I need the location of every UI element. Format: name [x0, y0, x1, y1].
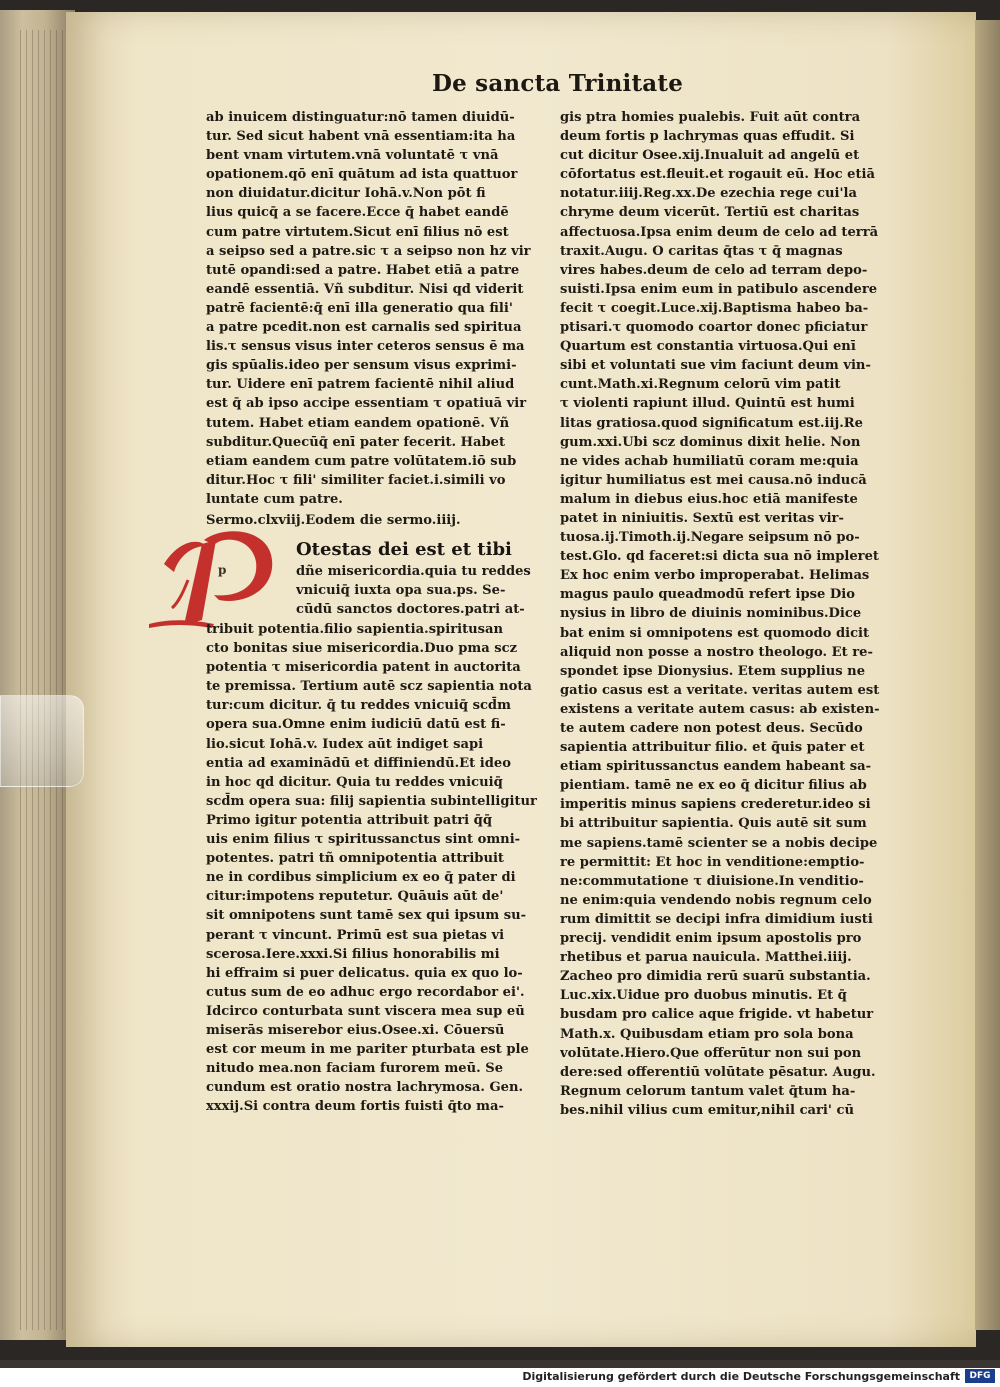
text-line: ne in cordibus simplicium ex eo q̄ pater di: [206, 870, 516, 886]
text-line: igitur humiliatus est mei causa.nō inducā: [560, 472, 867, 488]
text-line: re permittit: Et hoc in venditione:emptio-: [560, 854, 865, 870]
page-clip: [0, 695, 84, 787]
text-line: dñe misericordia.quia tu reddes: [296, 564, 531, 579]
text-line: bent vnam virtutem.vnā voluntatē τ vnā: [206, 148, 499, 164]
text-line: te autem cadere non potest deus. Secūdo: [560, 721, 863, 736]
text-line: suisti.Ipsa enim eum in patibulo ascendere: [560, 281, 878, 297]
text-line: cunt.Math.xi.Regnum celorū vim patit: [560, 377, 841, 393]
text-line: Zacheo pro dimidia rerū suarū substantia.: [560, 969, 871, 985]
text-line: test.Glo. qd faceret:si dicta sua nō impleret: [560, 549, 879, 565]
text-line: spondet ipse Dionysius. Etem supplius ne: [560, 663, 866, 679]
left-column-beside-initial: [296, 562, 531, 619]
text-line: magus paulo queadmodū refert ipse Dio: [560, 587, 855, 603]
text-line: bi attribuitur sapientia. Quis autē sit sum: [560, 816, 867, 832]
text-line: lius quicq̄ a se facere.Ecce q̄ habet eandē: [206, 205, 509, 221]
text-line: Math.x. Quibusdam etiam pro sola bona: [560, 1026, 854, 1042]
text-line: te premissa. Tertium autē scz sapientia nota: [206, 679, 532, 695]
text-line: tutem. Habet etiam eandem opationē. Vñ: [206, 415, 510, 431]
text-line: busdam pro calice aque frigide. vt habetur: [560, 1007, 874, 1023]
text-line: Luc.xix.Uidue pro duobus minutis. Et q̄: [560, 988, 847, 1004]
text-line: Regnum celorum tantum valet q̄tum ha-: [560, 1083, 856, 1099]
text-line: cundum est oratio nostra lachrymosa. Gen.: [206, 1080, 524, 1096]
text-line: aliquid non posse a nostro theologo. Et re-: [560, 644, 873, 660]
text-line: gum.xxi.Ubi scz dominus dixit helie. Non: [560, 434, 861, 450]
left-column-bottom: [206, 620, 537, 1116]
text-line: deum fortis p lachrymas quas effudit. Si: [560, 129, 855, 145]
text-line: uis enim filius τ spiritussanctus sint omni-: [206, 832, 521, 848]
initial-guide-letter: p: [218, 563, 227, 577]
text-line: entia ad examinādū et diffiniendū.Et ideo: [206, 755, 511, 771]
text-line: rum dimittit se decipi infra dimidium iusti: [560, 911, 873, 927]
text-line: traxit.Augu. O caritas q̄tas τ q̄ magnas: [560, 243, 843, 259]
text-line: cut dicitur Osee.xij.Inualuit ad angelū et: [560, 148, 860, 164]
red-initial-p: [144, 520, 280, 630]
text-line: nysius in libro de diuinis nominibus.Dice: [560, 606, 862, 622]
text-line: Ex hoc enim verbo improperabat. Helimas: [560, 568, 870, 584]
text-line: in hoc qd dicitur. Quia tu reddes vnicuiq̄: [206, 774, 503, 790]
text-line: notatur.iiij.Reg.xx.De ezechia rege cui'la: [560, 186, 857, 202]
left-column-top: [206, 108, 546, 509]
text-line: nitudo mea.non faciam furorem meū. Se: [206, 1061, 504, 1077]
text-line: ditur.Hoc τ fili' similiter faciet.i.simili vo: [206, 472, 506, 488]
text-line: τ violenti rapiunt illud. Quintū est humi: [560, 396, 855, 412]
dfg-logo: DFG: [965, 1369, 995, 1383]
text-line: me sapiens.tamē scienter se a nobis decipe: [560, 835, 878, 851]
text-line: tuosa.ij.Timoth.ij.Negare seipsum nō po-: [560, 530, 860, 546]
text-line: vnicuiq̄ iuxta opa sua.ps. Se-: [296, 583, 506, 599]
text-line: tur. Sed sicut habent vnā essentiam:ita ha: [206, 129, 516, 145]
text-line: Idcirco conturbata sunt viscera mea sup eū: [206, 1003, 525, 1019]
text-line: Primo igitur potentia attribuit patri q̄q̄: [206, 812, 492, 828]
text-line: bat enim si omnipotens est quomodo dicit: [560, 625, 870, 641]
text-line: cum patre virtutem.Sicut enī filius nō est: [206, 224, 509, 240]
text-line: gatio casus est a veritate. veritas autem est: [560, 682, 880, 698]
text-line: ne vides achab humiliatū coram me:quia: [560, 453, 859, 469]
page-right-edge: [975, 20, 1000, 1330]
text-line: sibi et voluntati sue vim faciunt deum vin-: [560, 358, 871, 374]
text-line: lio.sicut Iohā.v. Iudex aūt indiget sapi: [206, 736, 484, 752]
text-line: tur. Uidere enī patrem facientē nihil aliud: [206, 377, 515, 393]
text-line: tribuit potentia.filio sapientia.spiritusan: [206, 622, 504, 637]
text-line: a patre pcedit.non est carnalis sed spiritua: [206, 320, 522, 336]
text-line: existens a veritate autem casus: ab existen-: [560, 701, 880, 717]
text-line: tutē opandi:sed a patre. Habet etiā a patre: [206, 262, 520, 278]
text-line: lis.τ sensus visus inter ceteros sensus ē ma: [206, 339, 525, 355]
text-line: litas gratiosa.quod significatum est.iij.Re: [560, 415, 863, 431]
text-line: a seipso sed a patre.sic τ a seipso non hz vir: [206, 243, 531, 259]
text-line: chryme deum vicerūt. Tertiū est charitas: [560, 205, 860, 221]
text-line: subditur.Quecūq̄ enī pater fecerit. Habet: [206, 434, 506, 450]
text-line: fecit τ coegit.Luce.xij.Baptisma habeo ba-: [560, 300, 869, 316]
text-line: potentia τ misericordia patent in auctorita: [206, 660, 521, 676]
text-line: sapientia attribuitur filio. et q̄uis pater et: [560, 740, 865, 756]
initial-p-icon: [144, 520, 280, 630]
text-line: cutus sum de eo adhuc ergo recordabor ei'.: [206, 984, 525, 1000]
running-header: De sancta Trinitate: [432, 70, 684, 97]
text-line: scerosa.Iere.xxxi.Si filius honorabilis mi: [206, 946, 500, 962]
text-line: volūtate.Hiero.Que offerūtur non sui pon: [560, 1045, 862, 1061]
text-line: ne:commutatione τ diuisione.In venditio-: [560, 873, 864, 889]
text-line: ptisari.τ quomodo coartor donec pficiatur: [560, 320, 868, 336]
text-line: ne enim:quia vendendo nobis regnum celo: [560, 892, 872, 908]
text-line: non diuidatur.dicitur Iohā.v.Non pōt fi: [206, 186, 486, 202]
text-line: cūdū sanctos doctores.patri at-: [296, 602, 525, 618]
text-line: dere:sed offerentiū volūtate pēsatur. Augu.: [560, 1064, 876, 1080]
right-column: [560, 108, 895, 1120]
text-line: cto bonitas siue misericordia.Duo pma scz: [206, 641, 518, 657]
text-line: affectuosa.Ipsa enim deum de celo ad terrā: [560, 224, 879, 240]
text-line: gis ptra homies pualebis. Fuit aūt contra: [560, 110, 861, 125]
text-line: malum in diebus eius.hoc etiā manifeste: [560, 491, 858, 507]
text-line: citur:impotens reputetur. Quāuis aūt de': [206, 889, 504, 905]
text-line: imperitis minus sapiens crederetur.ideo si: [560, 797, 871, 813]
text-line: etiam spiritussanctus eandem habeant sa-: [560, 759, 872, 775]
text-line: opationem.qō enī quātum ad ista quattuor: [206, 167, 518, 183]
text-line: rhetibus et parua nauicula. Matthei.iiij.: [560, 950, 852, 966]
text-line: xxxij.Si contra deum fortis fuisti q̄to ma-: [206, 1099, 504, 1115]
text-line: patet in niniuitis. Sextū est veritas vir-: [560, 510, 844, 526]
footer-credit: Digitalisierung gefördert durch die Deutsche Forschungsgemeinschaft: [522, 1370, 960, 1383]
text-line: pientiam. tamē ne ex eo q̄ dicitur filius ab: [560, 778, 867, 794]
text-line: etiam eandem cum patre volūtatem.iō sub: [206, 453, 517, 469]
text-line: perant τ vincunt. Primū est sua pietas vi: [206, 927, 505, 943]
book-fore-edge: [0, 10, 75, 1340]
text-line: precij. vendidit enim ipsum apostolis pro: [560, 931, 862, 947]
text-line: patrē facientē:q̄ enī illa generatio qua fili': [206, 300, 513, 316]
text-line: est cor meum in me pariter pturbata est ple: [206, 1042, 529, 1058]
text-line: cōfortatus est.fleuit.et rogauit eū. Hoc etiā: [560, 167, 876, 183]
text-line: gis spūalis.ideo per sensum visus exprimi-: [206, 358, 517, 374]
sermon-incipit: Otestas dei est et tibi: [296, 539, 512, 560]
text-line: hi effraim si puer delicatus. quia ex quo lo-: [206, 965, 523, 981]
text-line: luntate cum patre.: [206, 491, 343, 507]
text-line: opera sua.Omne enim iudiciū datū est fi-: [206, 717, 506, 733]
text-line: bes.nihil vilius cum emitur,nihil cari' cū: [560, 1102, 854, 1118]
text-line: Quartum est constantia virtuosa.Qui enī: [560, 339, 856, 355]
text-line: est q̄ ab ipso accipe essentiam τ opatiuā vir: [206, 396, 527, 412]
sermo-title-text: Sermo.clxviij.Eodem die sermo.iiij.: [206, 513, 461, 528]
page-stack-lines: [20, 30, 65, 1330]
text-line: tur:cum dicitur. q̄ tu reddes vnicuiq̄ scd̄m: [206, 698, 511, 714]
text-line: potentes. patri tñ omnipotentia attribuit: [206, 851, 504, 867]
text-line: ab inuicem distinguatur:nō tamen diuidū-: [206, 110, 515, 125]
text-line: scd̄m opera sua: filij sapientia subintelligitur: [206, 793, 537, 809]
text-line: miserās miserebor eius.Osee.xi. Cōuersū: [206, 1022, 505, 1038]
text-line: vires habes.deum de celo ad terram depo-: [560, 262, 868, 278]
text-line: eandē essentiā. Vñ subditur. Nisi qd viderit: [206, 281, 524, 297]
text-line: sit omnipotens sunt tamē sex qui ipsum su-: [206, 908, 527, 924]
